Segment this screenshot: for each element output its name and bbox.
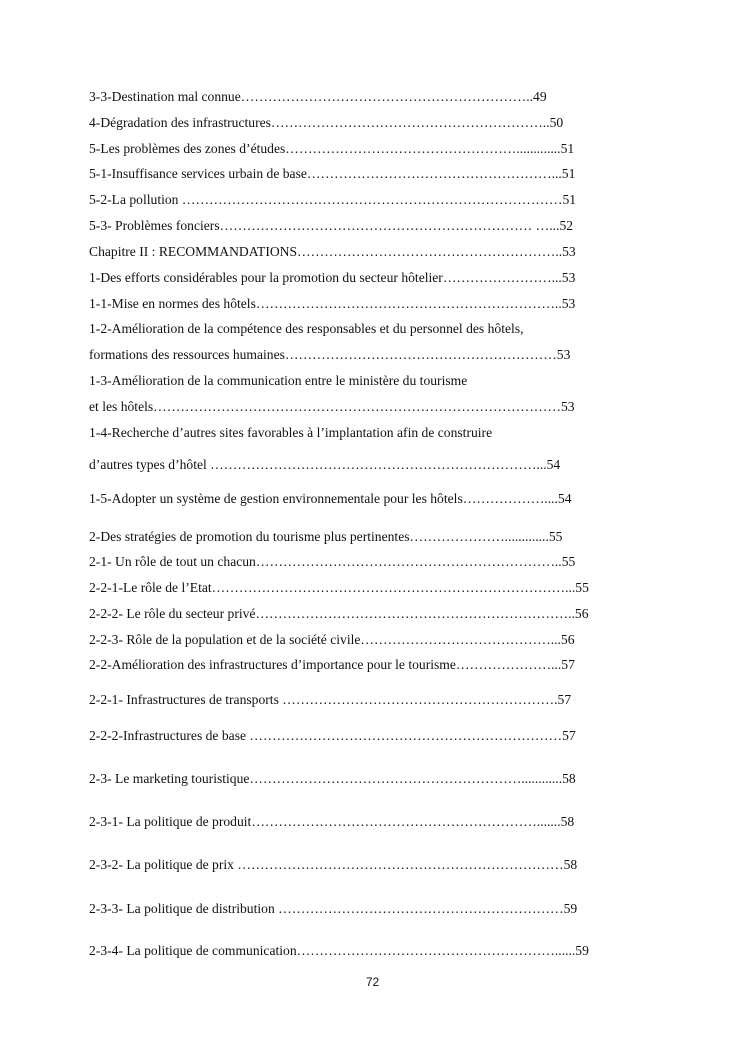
toc-line: 2-2-3- Rôle de la population et de la société civile……………………………………...56 xyxy=(89,632,575,647)
toc-line: Chapitre II : RECOMMANDATIONS…………………………………………………..53 xyxy=(89,244,576,259)
toc-line: 5-Les problèmes des zones d’études…………………………………………….............51 xyxy=(89,141,575,156)
toc-line: 2-2-2-Infrastructures de base ……………………………………………………………57 xyxy=(89,728,576,743)
toc-line: 5-1-Insuffisance services urbain de base………………………………………………...51 xyxy=(89,166,576,181)
toc-line: 2-3-1- La politique de produit……………………………………………………….......58 xyxy=(89,814,575,829)
toc-line: 4-Dégradation des infrastructures……………………………………………………..50 xyxy=(89,115,564,130)
toc-line: 2-Des stratégies de promotion du tourisme plus pertinentes………………….............55 xyxy=(89,529,563,544)
toc-line: d’autres types d’hôtel ………………………………………………………………...54 xyxy=(89,457,561,472)
toc-line: 2-2-2- Le rôle du secteur privé……………………………………………………………..56 xyxy=(89,606,589,621)
toc-line: 5-3- Problèmes fonciers…………………………………………………………… …...52 xyxy=(89,218,574,233)
toc-line: 1-2-Amélioration de la compétence des responsables et du personnel des hôtels, xyxy=(89,321,524,336)
toc-line: 2-2-1-Le rôle de l’Etat……………………………………………………………………...55 xyxy=(89,580,589,595)
toc-line: 1-1-Mise en normes des hôtels…………………………………………………………..53 xyxy=(89,296,576,311)
toc-line: 2-3- Le marketing touristique……………………………………………………............58 xyxy=(89,771,576,786)
toc-line: 1-3-Amélioration de la communication entre le ministère du tourisme xyxy=(89,373,468,388)
toc-line: 1-Des efforts considérables pour la promotion du secteur hôtelier……………………...53 xyxy=(89,270,576,285)
toc-line: et les hôtels………………………………………………………………………………53 xyxy=(89,399,575,414)
toc-line: 2-1- Un rôle de tout un chacun…………………………………………………………..55 xyxy=(89,554,576,569)
toc-line: formations des ressources humaines……………………………………………………53 xyxy=(89,347,571,362)
toc-line: 1-5-Adopter un système de gestion environnementale pour les hôtels………………....54 xyxy=(89,491,572,506)
toc-line: 5-2-La pollution …………………………………………………………………………51 xyxy=(89,192,577,207)
toc-line: 1-4-Recherche d’autres sites favorables à l’implantation afin de construire xyxy=(89,425,493,440)
page-number: 72 xyxy=(365,975,380,989)
toc-line: 2-2-Amélioration des infrastructures d’importance pour le tourisme…………………...57 xyxy=(89,657,575,672)
toc-line: 3-3-Destination mal connue………………………………………………………..49 xyxy=(89,89,547,104)
toc-line: 2-2-1- Infrastructures de transports …………………………………………………….57 xyxy=(89,692,572,707)
toc-line: 2-3-4- La politique de communication…………………………………………………......59 xyxy=(89,943,589,958)
toc-line: 2-3-3- La politique de distribution ………………………………………………………59 xyxy=(89,901,578,916)
toc-line: 2-3-2- La politique de prix ………………………………………………………………58 xyxy=(89,857,578,872)
